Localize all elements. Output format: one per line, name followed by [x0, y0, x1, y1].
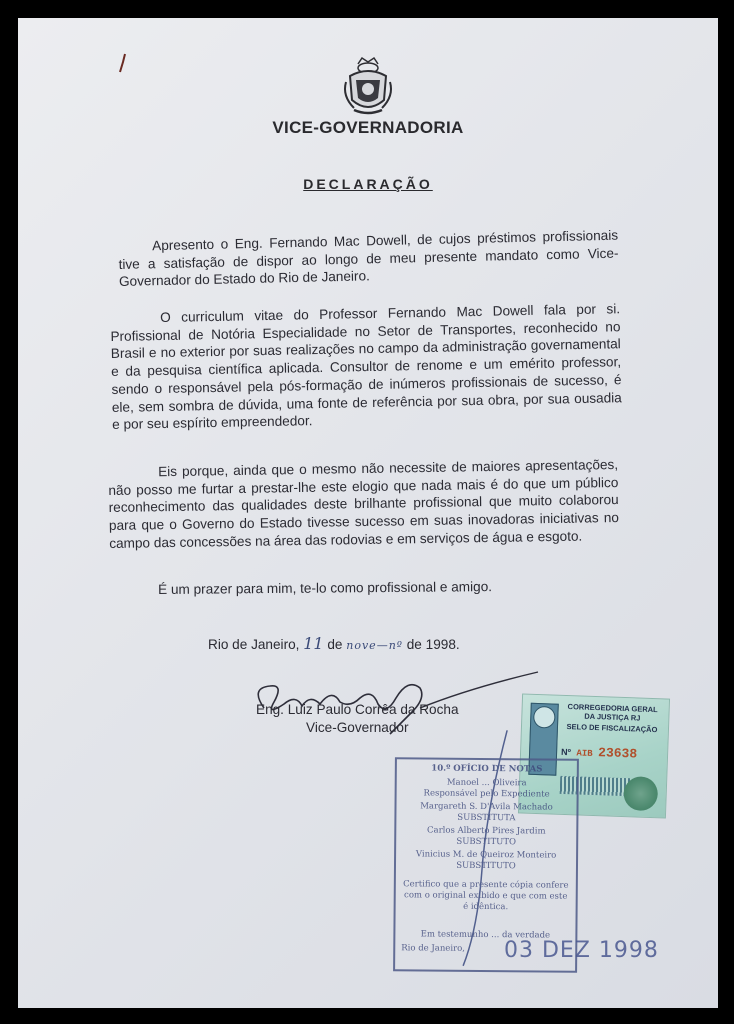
seal-serial: 23638 [597, 745, 638, 762]
seal-line-1: CORREGEDORIA GERAL [567, 702, 658, 715]
dateline-city: Rio de Janeiro, [208, 637, 300, 652]
stamp-line: SUBSTITUTA [457, 812, 516, 824]
signatory-name: Eng. Luiz Paulo Corrêa da Rocha [256, 702, 459, 717]
stamp-line: Manoel ... Oliveira [446, 777, 527, 789]
stamp-line: SUBSTITUTO [456, 836, 517, 848]
paragraph-4: É um prazer para mim, te-lo como profissional e amigo. [158, 579, 493, 597]
paragraph-1: Apresento o Eng. Fernando Mac Dowell, de cujos préstimos profissionais tive a satisfação de dispor ao longo de meu presente mandato como Vice-Governador do Estado do Rio de Janeiro. [118, 227, 619, 290]
stamp-line: Margareth S. D'Avila Machado [420, 801, 553, 813]
stamp-line: Certifico que a presente cópia confere [403, 879, 569, 891]
signatory-title: Vice-Governador [306, 720, 409, 735]
paragraph-3: Eis porque, ainda que o mesmo não necessite de maiores apresentações, não posso me furtar a prestar-lhe este elogio que nada mais é do que um público reconhecimento das qualidades deste brilhante profissional que muito colaborou para que o Governo do Estado tivesse sucesso em suas inovadoras iniciativas no campo das concessões na área das rodovias e em serviços de água e esgoto. [108, 456, 620, 551]
stamp-line: com o original exibido e que com este [404, 890, 568, 902]
seal-series: AIB [576, 748, 593, 759]
seal-rosette-icon [623, 776, 658, 811]
document-page [18, 18, 718, 1008]
seal-line-2: DA JUSTIÇA RJ [584, 711, 641, 723]
dateline [208, 634, 460, 653]
stamp-line: Vinicius M. de Queiroz Monteiro [415, 849, 557, 861]
stamp-line: Carlos Alberto Pires Jardim [426, 825, 546, 837]
state-coat-of-arms-icon [340, 56, 396, 118]
pen-mark [116, 52, 130, 74]
paragraph-2: O curriculum vitae do Professor Fernando Mac Dowell fala por si. Profissional de Notória Especialidade no Setor de Transportes, reconhecido no Brasil e no exterior por suas realizações no campo da administração governamental e da pesquisa científica aplicada. Consultor de renome e um emérito professor, sendo o responsável pela pós-formação de inúmeros profissionais de sucesso, é ele, sem sombra de dúvida, uma fonte de referência por sua obra, por sua ousadia e por seu espírito empreendedor. [110, 301, 622, 433]
seal-number-label: Nº [560, 746, 572, 758]
dateline-year: de 1998. [406, 637, 460, 652]
stamp-line: 10.º OFÍCIO DE NOTAS [431, 763, 543, 775]
stamp-line: Rio de Janeiro, [401, 943, 466, 954]
document-title: DECLARAÇÃO [303, 176, 433, 192]
seal-line-3: SELO DE FISCALIZAÇÃO [566, 722, 658, 735]
dateline-day-handwritten: 11 [303, 634, 324, 653]
stamp-pen-stroke [455, 730, 517, 971]
stamp-date: 03 DEZ 1998 [504, 938, 659, 963]
dateline-month-handwritten: nove—nº [346, 639, 403, 652]
stamp-line: Em testemunho ... da verdade [420, 929, 551, 941]
stamp-line: é idêntica. [463, 901, 509, 913]
organization-heading: VICE-GOVERNADORIA [272, 118, 464, 137]
stamp-line: SUBSTITUTO [456, 860, 516, 872]
stamp-line: Responsável pelo Expediente [423, 788, 550, 800]
dateline-de: de [327, 637, 343, 652]
